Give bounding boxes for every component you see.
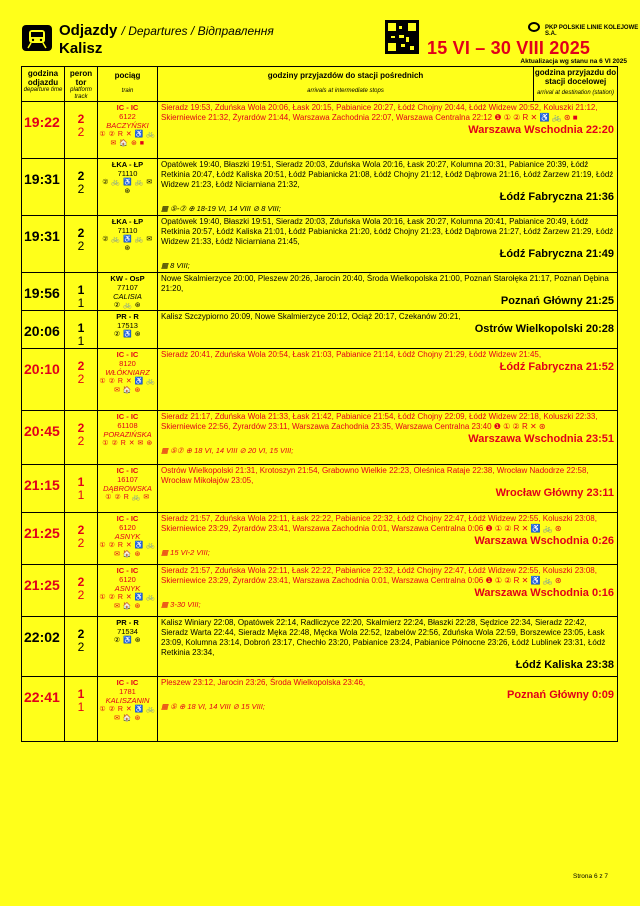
- departure-row: [22, 311, 618, 349]
- train-info: [98, 565, 158, 617]
- train-number: 71110: [117, 169, 138, 178]
- departure-row: [22, 216, 618, 273]
- intermediate-stops: Sieradz 21:57, Zduńska Wola 22:11, Łask 22:22, Pabianice 22:32, Łódź Chojny 22:47, Łódź Widzew 22:55, Koluszki 23:08, Skierniewice 23:29, Żyrardów 23:41, Warszawa Zachodnia 0:01, Warszawa Centralna 0:06 ❶ ① ② R ✕ ♿ 🚲 ⊛: [161, 514, 597, 533]
- calendar-note: ▦ ⑤⑦ ⊕ 18 VI, 14 VIII ⊘ 20 VI, 15 VIII;: [161, 446, 294, 455]
- train-category: IC - IC: [116, 514, 139, 523]
- track-number: 2: [77, 182, 85, 196]
- calendar-note: ▦ 3-30 VIII;: [161, 600, 201, 609]
- intermediate-stops: Sieradz 19:53, Zduńska Wola 20:06, Łask 20:15, Pabianice 20:27, Łódź Chojny 20:44, Łódź Widzew 20:52, Koluszki 21:12, Skierniewice 21:32, Żyrardów 21:44, Warszawa Zachodnia 22:07, Warszawa Centralna 22:12 ❶ ① ② R ✕ ♿ 🚲 ⊛ ■: [161, 103, 598, 122]
- destination-arrival: Łódź Fabryczna 21:52: [499, 361, 614, 373]
- train-number: 71534: [117, 627, 138, 636]
- train-info: [98, 102, 158, 159]
- destination-arrival: Wrocław Główny 23:11: [495, 487, 614, 499]
- calendar-note: ▦ 8 VIII;: [161, 261, 190, 270]
- departure-time: 21:25: [22, 565, 65, 617]
- stops-cell: [158, 273, 618, 311]
- train-number: 77107: [117, 283, 138, 292]
- amenities-icons: ① ② R ✕ ♿ 🚲 ✉ 🏠 ⊛: [99, 706, 156, 722]
- train-name: PORAZIŃSKA: [103, 430, 152, 439]
- departure-time: 21:25: [22, 513, 65, 565]
- track-number: 2: [77, 588, 85, 602]
- track-number: 2: [77, 125, 85, 139]
- stops-cell: [158, 311, 618, 349]
- calendar-note: ▦ ⑤-⑦ ⊕ 18-19 VI, 14 VIII ⊘ 8 VIII;: [161, 204, 281, 213]
- amenities-icons: ① ② R ✕ ♿ 🚲 ✉ 🏠 ⊛ ■: [99, 131, 156, 147]
- stops-cell: [158, 565, 618, 617]
- train-number: 17513: [117, 321, 138, 330]
- platform-track: [65, 513, 98, 565]
- calendar-note: ▦ 15 VI-2 VIII;: [161, 548, 210, 557]
- platform-number: 2: [77, 575, 85, 589]
- platform-number: 2: [77, 169, 85, 183]
- track-number: 1: [77, 488, 85, 502]
- platform-number: 1: [77, 475, 85, 489]
- stops-cell: [158, 411, 618, 465]
- train-name: DĄBROWSKA: [103, 484, 152, 493]
- platform-track: [65, 102, 98, 159]
- platform-track: [65, 617, 98, 677]
- destination-arrival: Łódź Fabryczna 21:49: [499, 248, 614, 260]
- departure-row: [22, 465, 618, 513]
- platform-number: 2: [77, 421, 85, 435]
- train-category: IC - IC: [116, 103, 139, 112]
- train-icon: [22, 25, 52, 51]
- departure-row: [22, 273, 618, 311]
- train-name: BACZYŃSKI: [106, 121, 149, 130]
- amenities-icons: ② 🚲 ♿ 🚲 ✉ ⊛: [102, 179, 153, 195]
- departure-time: 22:02: [22, 617, 65, 677]
- intermediate-stops: Opatówek 19:40, Błaszki 19:51, Sieradz 20:03, Zduńska Wola 20:16, Łask 20:27, Kolumna 20:41, Pabianice 20:49, Łódź Retkinia 20:57, Łódź Kaliska 21:01, Łódź Pabianicka 21:20, Łódź Chojny 21:23, Łódź Dąbrowa 21:27, Łódź Żarzew 21:29, Łódź Widzew 21:33, Łódź Niciarniana 21:45,: [161, 217, 614, 246]
- platform-number: 2: [77, 226, 85, 240]
- stops-cell: [158, 677, 618, 742]
- platform-track: [65, 677, 98, 742]
- destination-arrival: Ostrów Wielkopolski 20:28: [474, 323, 614, 335]
- amenities-icons: ② 🚲 ♿ 🚲 ✉ ⊛: [102, 236, 153, 252]
- qr-code-icon: [385, 20, 419, 54]
- pkp-logo-icon: [528, 22, 540, 32]
- col-departure-time: godzina odjazdu departure time: [22, 67, 65, 102]
- train-info: [98, 311, 158, 349]
- col-train: pociąg train: [98, 67, 158, 102]
- intermediate-stops: Ostrów Wielkopolski 21:31, Krotoszyn 21:54, Grabowno Wielkie 22:23, Oleśnica Rataje 22:38, Wrocław Nadodrze 22:58, Wrocław Mikołajów 23:05,: [161, 466, 589, 485]
- amenities-icons: ② ♿ ⊛: [113, 331, 142, 338]
- train-info: [98, 465, 158, 513]
- departure-row: [22, 349, 618, 411]
- train-number: 71110: [117, 226, 138, 235]
- platform-track: [65, 349, 98, 411]
- train-number: 1781: [119, 687, 136, 696]
- platform-track: [65, 311, 98, 349]
- platform-track: [65, 159, 98, 216]
- destination-arrival: Warszawa Wschodnia 0:16: [474, 587, 614, 599]
- train-number: 61108: [117, 421, 138, 430]
- train-info: [98, 513, 158, 565]
- col-platform: peron tor platform track: [65, 67, 98, 102]
- train-category: KW - OsP: [110, 274, 145, 283]
- train-category: IC - IC: [116, 350, 139, 359]
- train-category: ŁKA - ŁP: [111, 217, 144, 226]
- stops-cell: [158, 159, 618, 216]
- train-number: 8120: [119, 359, 136, 368]
- train-category: PR - R: [116, 618, 139, 627]
- track-number: 1: [77, 334, 85, 348]
- amenities-icons: ① ② R ✕ ♿ 🚲 ✉ 🏠 ⊛: [99, 594, 156, 610]
- train-info: [98, 349, 158, 411]
- destination-arrival: Łódź Fabryczna 21:36: [499, 191, 614, 203]
- destination-arrival: Warszawa Wschodnia 0:26: [474, 535, 614, 547]
- train-category: IC - IC: [116, 678, 139, 687]
- header: [0, 0, 640, 66]
- departure-time: 21:15: [22, 465, 65, 513]
- amenities-icons: ① ② R ✕ ♿ 🚲 ✉ 🏠 ⊛: [99, 378, 156, 394]
- calendar-note: ▦ ⑤ ⊕ 18 VI, 14 VIII ⊘ 15 VIII;: [161, 702, 265, 711]
- amenities-icons: ① ② R 🚲 ✉: [105, 494, 150, 501]
- departure-row: [22, 565, 618, 617]
- train-category: IC - IC: [116, 566, 139, 575]
- platform-track: [65, 565, 98, 617]
- intermediate-stops: Pleszew 23:12, Jarocin 23:26, Środa Wielkopolska 23:46,: [161, 678, 366, 687]
- train-name: CALISIA: [113, 292, 142, 301]
- update-note: Aktualizacja wg stanu na 6 VI 2025: [520, 58, 627, 65]
- departure-time: 22:41: [22, 677, 65, 742]
- departure-time: 19:56: [22, 273, 65, 311]
- destination-arrival: Poznań Główny 0:09: [507, 689, 614, 701]
- platform-number: 1: [77, 283, 85, 297]
- col-destination: godzina przyjazdu do stacji docelowej arrival at destination (station): [534, 67, 618, 102]
- train-info: [98, 617, 158, 677]
- amenities-icons: ① ② R ✕ ✉ ⊛: [102, 440, 153, 447]
- stops-cell: [158, 617, 618, 677]
- departure-time: 20:10: [22, 349, 65, 411]
- operator-name: PKP POLSKIE LINIE KOLEJOWE S.A.: [545, 25, 639, 37]
- train-info: [98, 216, 158, 273]
- destination-arrival: Poznań Główny 21:25: [500, 295, 614, 307]
- train-category: IC - IC: [116, 466, 139, 475]
- train-number: 16107: [117, 475, 138, 484]
- train-category: ŁKA - ŁP: [111, 160, 144, 169]
- amenities-icons: ② ♿ ⊛: [113, 637, 142, 644]
- platform-number: 2: [77, 112, 85, 126]
- page-title: Odjazdy / Departures / Відправлення: [59, 22, 274, 39]
- intermediate-stops: Sieradz 20:41, Zduńska Wola 20:54, Łask 21:03, Pabianice 21:14, Łódź Chojny 21:29, Łódź Widzew 21:45,: [161, 350, 542, 359]
- train-number: 6120: [119, 575, 136, 584]
- platform-track: [65, 465, 98, 513]
- destination-arrival: Łódź Kaliska 23:38: [515, 659, 614, 671]
- intermediate-stops: Kalisz Winiary 22:08, Opatówek 22:14, Radliczyce 22:20, Skalmierz 22:24, Błaszki 22:28, Sędzice 22:34, Sieradz 22:42, Sieradz Warta 22:44, Sieradz Męka 22:48, Męcka Wola 22:52, Izabelów 22:56, Zduńska Wola 22:59, Borszewice 23:05, Łask 23:09, Kolumna 23:14, Dobroń 23:17, Chechło 23:20, Pabianice 23:24, Pabianice Północne 23:26, Łódź Lublinek 23:31, Łódź Retkinia 23:34,: [161, 618, 606, 657]
- platform-number: 1: [77, 321, 85, 335]
- track-number: 2: [77, 434, 85, 448]
- platform-number: 2: [77, 359, 85, 373]
- departure-row: [22, 411, 618, 465]
- departure-row: [22, 513, 618, 565]
- destination-arrival: Warszawa Wschodnia 22:20: [468, 124, 614, 136]
- intermediate-stops: Opatówek 19:40, Błaszki 19:51, Sieradz 20:03, Zduńska Wola 20:16, Łask 20:27, Kolumna 20:31, Pabianice 20:39, Łódź Retkinia 20:47, Łódź Kaliska 20:51, Łódź Pabianicka 21:08, Łódź Chojny 21:12, Łódź Dąbrowa 21:16, Łódź Żarzew 21:19, Łódź Widzew 21:23, Łódź Niciarniana 21:32,: [161, 160, 614, 189]
- track-number: 2: [77, 239, 85, 253]
- train-info: [98, 273, 158, 311]
- stops-cell: [158, 102, 618, 159]
- stops-cell: [158, 465, 618, 513]
- train-name: KALISZANIN: [105, 696, 150, 705]
- platform-number: 2: [77, 627, 85, 641]
- departure-row: [22, 159, 618, 216]
- col-intermediate: godziny przyjazdów do stacji pośrednich arrivals at intermediate stops: [158, 67, 534, 102]
- train-info: [98, 159, 158, 216]
- platform-number: 1: [77, 687, 85, 701]
- train-info: [98, 411, 158, 465]
- amenities-icons: ① ② R ✕ ♿ 🚲 ✉ 🏠 ⊛: [99, 542, 156, 558]
- departure-time: 19:31: [22, 159, 65, 216]
- platform-number: 2: [77, 523, 85, 537]
- departure-time: 20:45: [22, 411, 65, 465]
- train-number: 6122: [119, 112, 136, 121]
- intermediate-stops: Kalisz Szczypiorno 20:09, Nowe Skalmierzyce 20:12, Ociąż 20:17, Czekanów 20:21,: [161, 312, 461, 321]
- departure-row: [22, 677, 618, 742]
- train-name: WŁÓKNIARZ: [105, 368, 150, 377]
- platform-track: [65, 216, 98, 273]
- train-number: 6120: [119, 523, 136, 532]
- departure-row: [22, 102, 618, 159]
- train-info: [98, 677, 158, 742]
- station-name: Kalisz: [59, 40, 103, 57]
- platform-track: [65, 273, 98, 311]
- track-number: 1: [77, 296, 85, 310]
- stops-cell: [158, 349, 618, 411]
- destination-arrival: Warszawa Wschodnia 23:51: [468, 433, 614, 445]
- track-number: 2: [77, 640, 85, 654]
- departure-row: [22, 617, 618, 677]
- stops-cell: [158, 513, 618, 565]
- intermediate-stops: Nowe Skalmierzyce 20:00, Pleszew 20:26, Jarocin 20:40, Środa Wielkopolska 21:00, Poznań Starołęka 21:17, Poznań Dębina 21:20,: [161, 274, 609, 293]
- track-number: 2: [77, 536, 85, 550]
- train-name: ASNYK: [114, 532, 141, 541]
- departures-table: [21, 66, 618, 742]
- train-name: ASNYK: [114, 584, 141, 593]
- validity-range: 15 VI – 30 VIII 2025: [427, 38, 591, 58]
- intermediate-stops: Sieradz 21:57, Zduńska Wola 22:11, Łask 22:22, Pabianice 22:32, Łódź Chojny 22:47, Łódź Widzew 22:55, Koluszki 23:08, Skierniewice 23:29, Żyrardów 23:41, Warszawa Zachodnia 0:01, Warszawa Centralna 0:06 ❶ ① ② R ✕ ♿ 🚲 ⊛: [161, 566, 597, 585]
- departure-time: 20:06: [22, 311, 65, 349]
- amenities-icons: ② 🚲 ⊛: [113, 302, 142, 309]
- departure-time: 19:22: [22, 102, 65, 159]
- page-number: Strona 6 z 7: [573, 873, 609, 880]
- train-category: IC - IC: [116, 412, 139, 421]
- platform-track: [65, 411, 98, 465]
- intermediate-stops: Sieradz 21:17, Zduńska Wola 21:33, Łask 21:42, Pabianice 21:54, Łódź Chojny 22:09, Łódź Widzew 22:18, Koluszki 22:33, Skierniewice 22:56, Żyrardów 23:11, Warszawa Zachodnia 23:35, Warszawa Centralna 23:40 ❶ ① ② R ✕ ⊛: [161, 412, 598, 431]
- departure-time: 19:31: [22, 216, 65, 273]
- track-number: 2: [77, 372, 85, 386]
- train-category: PR - R: [116, 312, 139, 321]
- stops-cell: [158, 216, 618, 273]
- track-number: 1: [77, 700, 85, 714]
